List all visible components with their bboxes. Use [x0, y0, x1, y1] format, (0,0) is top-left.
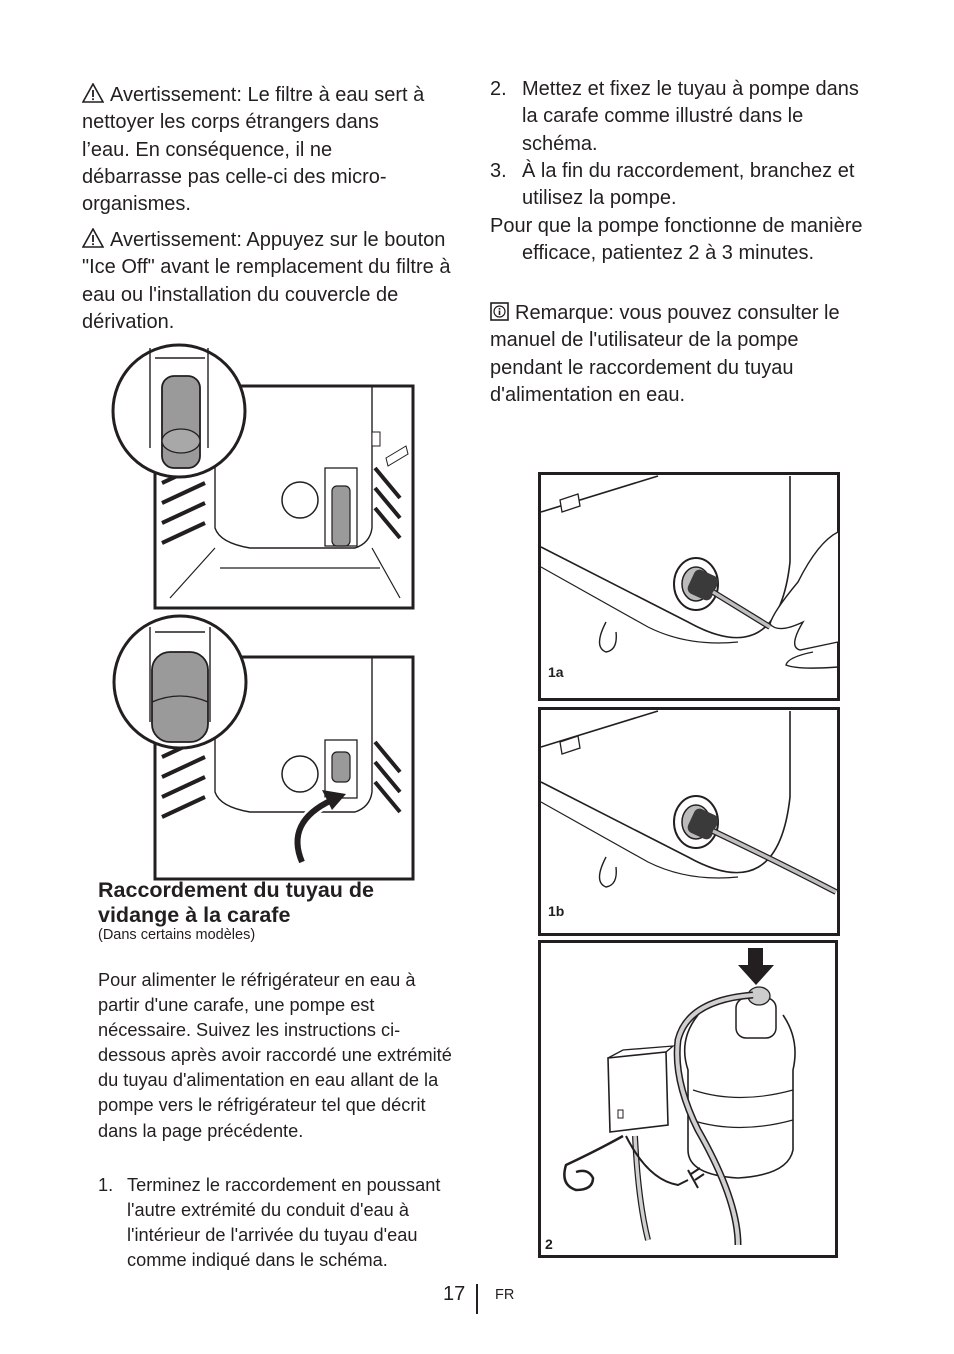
pump-carafe-illustration	[538, 940, 838, 1258]
warning-ice-off: Avertissement: Appuyez sur le bouton "Ice Off" avant le remplacement du filtre à eau ou l'installation du couvercle de dérivation.	[82, 229, 451, 333]
warning-triangle-icon	[82, 83, 104, 103]
page-number: 17	[443, 1283, 466, 1305]
wait-note: Pour que la pompe fonctionne de manière efficace, patientez 2 à 3 minutes.	[490, 215, 863, 265]
figure-1b	[538, 707, 840, 936]
figure-label-1a: 1a	[548, 664, 564, 680]
figure-2	[538, 940, 838, 1258]
intro-paragraph: Pour alimenter le réfrigérateur en eau à partir d'une carafe, une pompe est nécessaire. Suivez les instructions ci-dessous après avoir raccordé une extrémité du tuyau d'alimentation en eau allant de la pompe vers le réfrigérateur tel que décrit dans la page précédente.	[98, 970, 452, 1141]
figure-label-1b: 1b	[548, 903, 565, 919]
section-title: Raccordement du tuyau de vidange à la carafe	[98, 878, 374, 927]
pump-hose-connected-illustration	[538, 707, 840, 936]
remark-note: Remarque: vous pouvez consulter le manuel de l'utilisateur de la pompe pendant le raccordement du tuyau d'alimentation en eau.	[490, 302, 840, 406]
info-box-icon	[490, 302, 509, 321]
pump-hose-insert-illustration	[538, 472, 840, 701]
figure-1a	[538, 472, 840, 701]
figure-label-2: 2	[545, 1236, 553, 1252]
language-code: FR	[495, 1287, 515, 1303]
filter-install-illustration	[110, 612, 420, 882]
section-subtitle: (Dans certains modèles)	[98, 927, 256, 943]
warning-filter: Avertissement: Le filtre à eau sert à nettoyer les corps étrangers dans l’eau. En conséquence, il ne débarrasse pas celle-ci des micro-organismes.	[82, 84, 425, 216]
warning-triangle-icon	[82, 228, 104, 248]
footer-divider	[476, 1284, 478, 1314]
filter-removal-illustration	[110, 338, 420, 613]
